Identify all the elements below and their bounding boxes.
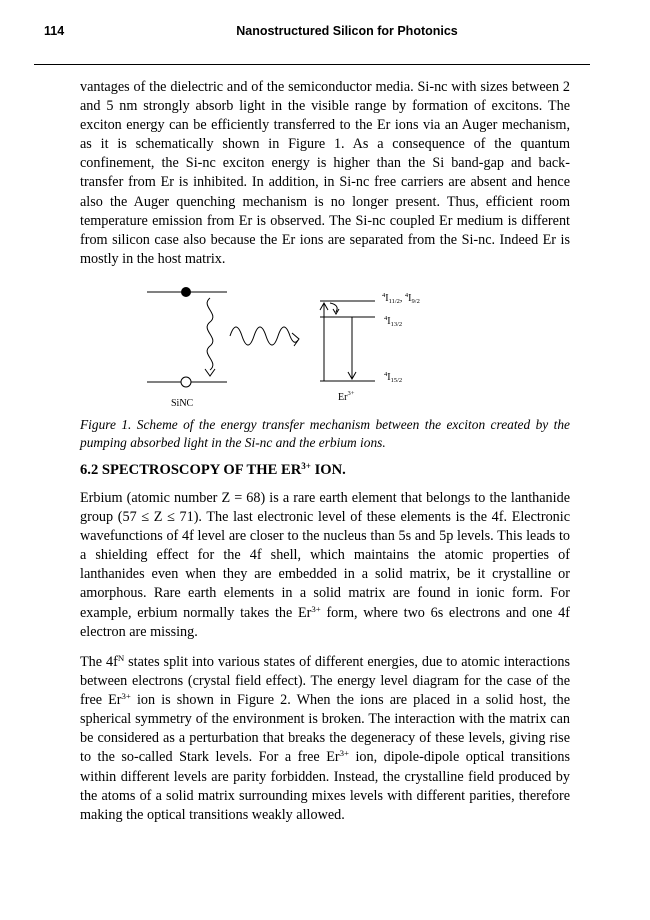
page-header: [44, 24, 590, 40]
recombination-wavy-arrow: [207, 298, 213, 370]
level-label-4i112-4i92: $^4I_{11/2}$, $^4I_{9/2}$: [382, 292, 420, 305]
intro-paragraph: vantages of the dielectric and of the semiconductor media. Si-nc with sizes between 2 and 5 nm strongly absorb light in the visible range by formation of excitons. The exciton energy can be efficiently transferred to the Er ions via an Auger mechanism, as it is schematically shown in Figure 1. As a consequence of the quantum confinement, the Si-nc exciton energy is higher than the Si band-gap and back-transfer from Er is inhibited. In addition, in Si-nc free carriers are absent and hence also the Auger quenching mechanism is no longer present. Thus, efficient room temperature emission from Er is observed. The Si-nc coupled Er medium is different from silicon case also because the Er ions are separated from the Si-nc. Indeed Er is mostly in the host matrix.: [80, 79, 570, 267]
er-ion-label: $Er^{3+}$: [338, 390, 355, 403]
paragraph-stark-levels: The $4f^N$ states split into various states of different energies, due to atomic interactions between electrons (crystal field effect). The energy level diagram for the case of the free $Er^{3+}$ ion is shown in Figure 2. When the ions are placed in a solid host, the spherical symmetry of the environment is broken. The interaction with the matrix can be considered as a perturbation that breaks the degeneracy of these levels, giving rise to the so-called Stark levels. For a free $Er^{3+}$ ion, dipole-dipole optical transitions within different levels are parity forbidden. Instead, the crystalline field produced by the atoms of a solid matrix surrounding mixes levels with different parities, therefore making the optical transitions weakly allowed.: [80, 653, 571, 823]
sinc-label: SiNC: [171, 398, 194, 409]
paragraph-erbium-properties: Erbium (atomic number Z = 68) is a rare earth element that belongs to the lanthanide group (57 ≤ Z ≤ 71). The last electronic level of these elements is the 4f. Electronic wavefunctions of 4f level are closer to the nucleus than 5s and 5p levels. This leads to a shielding effect for the 4f shell, which maintains the atomic properties of lanthanides even when they are embedded in a solid matrix, be it crystalline or amorphous. Rare earth elements in a solid matrix are found in ionic form. For example, erbium normally takes the $Er^{3+}$ form, where two 6s electrons and one 4f electron are missing.: [80, 490, 570, 640]
figure-1-caption: Figure 1. Scheme of the energy transfer mechanism between the exciton created by the pumping absorbed light in the Si-nc and the erbium ions.: [80, 417, 570, 450]
section-heading-6-2: 6.2 SPECTROSCOPY OF THE $ER^{3+}$ ION.: [80, 461, 346, 478]
level-label-4i132: $^4I_{13/2}$: [384, 315, 403, 328]
header-rule: [34, 64, 590, 65]
page-number: 114: [44, 24, 65, 38]
electron-dot: [181, 287, 191, 297]
energy-transfer-arrowhead: [292, 333, 299, 346]
level-label-4i152: $^4I_{15/2}$: [384, 371, 403, 384]
figure-1-energy-transfer-diagram: [130, 276, 450, 411]
hole-circle: [181, 377, 191, 387]
running-title: Nanostructured Silicon for Photonics: [236, 24, 458, 38]
energy-transfer-wavy-arrow: [230, 327, 298, 345]
recombination-arrowhead: [205, 369, 215, 376]
